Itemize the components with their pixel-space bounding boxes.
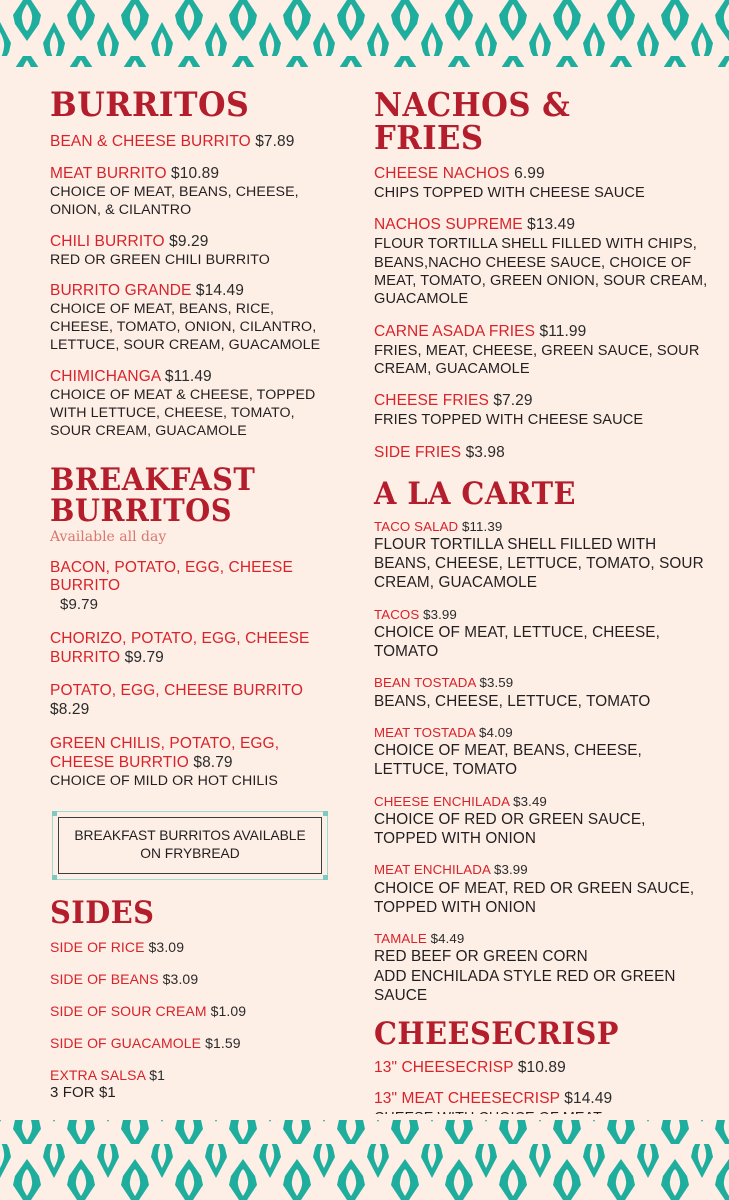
- right-column: [336, 85, 729, 1188]
- item-price: $7.89: [255, 133, 295, 150]
- item-price: 6.99: [514, 165, 545, 182]
- item-price: $7.29: [493, 392, 533, 410]
- item-price: $9.29: [169, 232, 209, 250]
- item-description: CHOICE OF MEAT, LETTUCE, CHEESE, TOMATO: [374, 623, 660, 661]
- section-a-la-carte: [374, 475, 711, 1006]
- item-price: $11.49: [164, 367, 212, 385]
- menu-item: [374, 392, 711, 429]
- menu-item: [374, 725, 711, 780]
- menu-item: [50, 1035, 336, 1052]
- item-description: CHOICE OF MILD OR HOT CHILIS: [50, 773, 278, 790]
- menu-item: [50, 368, 336, 441]
- item-description: CHOICE OF MEAT, RED OR GREEN SAUCE, TOPPED WITH ONION: [374, 879, 695, 916]
- item-price: $9.79: [60, 596, 99, 614]
- menu-item: [50, 1003, 336, 1020]
- item-name: SIDE OF BEANS $3.09: [50, 970, 199, 987]
- section-heading-sides: SIDES: [50, 894, 155, 931]
- item-price: $1.09: [210, 1002, 247, 1019]
- item-name: 13" CHEESECRISP $10.89: [374, 1059, 566, 1077]
- corner-mark-icon: [52, 811, 57, 816]
- item-name: NACHOS SUPREME $13.49: [374, 216, 576, 234]
- menu-item: [50, 233, 336, 270]
- item-description: FRIES, MEAT, CHEESE, GREEN SAUCE, SOUR CREAM, GUACAMOLE: [374, 342, 700, 377]
- item-price: $10.89: [517, 1059, 566, 1077]
- item-description: CHOICE OF RED OR GREEN SAUCE, TOPPED WITH ONION: [374, 810, 646, 848]
- section-heading-burritos: BURRITOS: [50, 85, 250, 125]
- section-heading-breakfast-burritos: [50, 461, 316, 529]
- item-name: SIDE OF SOUR CREAM $1.09: [50, 1002, 247, 1019]
- menu-item: [374, 323, 711, 379]
- ikat-pattern-icon: [0, 1114, 729, 1200]
- section-burritos: [50, 85, 336, 441]
- item-name: TAMALE $4.49: [374, 931, 465, 947]
- item-description: CHOICE OF MEAT, BEANS, CHEESE, LETTUCE, TOMATO: [374, 742, 642, 779]
- item-name: BURRITO GRANDE $14.49: [50, 282, 244, 300]
- item-price: $3.99: [423, 606, 457, 622]
- item-name: TACOS $3.99: [374, 606, 457, 622]
- item-name: CHEESE FRIES $7.29: [374, 392, 533, 410]
- item-name: CHILI BURRITO $9.29: [50, 232, 209, 250]
- ikat-pattern-icon: [0, 0, 729, 72]
- menu-item: [374, 862, 711, 917]
- menu-item: [50, 165, 336, 220]
- item-name: CHIMICHANGA $11.49: [50, 367, 212, 385]
- item-name: SIDE OF GUACAMOLE $1.59: [50, 1035, 241, 1052]
- item-name: SIDE OF RICE $3.09: [50, 938, 185, 955]
- item-description: CHIPS TOPPED WITH CHEESE SAUCE: [374, 184, 645, 201]
- item-price: $4.49: [430, 931, 465, 947]
- item-price: $3.98: [465, 443, 505, 461]
- item-name: TACO SALAD $11.39: [374, 518, 503, 534]
- bottom-ikat-border: [0, 1114, 729, 1200]
- item-price: $4.09: [479, 724, 513, 740]
- item-name: CHEESE ENCHILADA $3.49: [374, 793, 547, 809]
- menu-item: [50, 630, 336, 668]
- menu-item: [374, 444, 711, 463]
- section-nachos-and-fries: [374, 85, 711, 463]
- heading-line-2: BURRITOS: [50, 492, 233, 529]
- section-sides: [50, 894, 336, 1103]
- item-description: RED BEEF OR GREEN CORN: [374, 948, 588, 966]
- menu-item: [50, 735, 336, 791]
- item-name: MEAT TOSTADA $4.09: [374, 724, 513, 740]
- item-price: $10.89: [171, 164, 220, 182]
- item-description: CHOICE OF MEAT, BEANS, CHEESE, ONION, & CILANTRO: [50, 183, 299, 218]
- item-price: $3.59: [479, 675, 514, 691]
- item-name: BACON, POTATO, EGG, CHEESE BURRITO $9.79: [50, 559, 336, 615]
- item-description: CHOICE OF MEAT & CHEESE, TOPPED WITH LETTUCE, CHEESE, TOMATO, SOUR CREAM, GUACAMOLE: [50, 386, 316, 439]
- item-price: $14.49: [195, 282, 244, 300]
- menu-item: [374, 931, 711, 1005]
- menu-item: [50, 133, 336, 152]
- corner-mark-icon: [52, 875, 57, 880]
- item-price: $3.99: [493, 862, 528, 878]
- left-column: [0, 85, 336, 1118]
- item-name: MEAT BURRITO $10.89: [50, 164, 220, 182]
- menu-item: [374, 794, 711, 849]
- item-name: BEAN & CHEESE BURRITO $7.89: [50, 133, 295, 150]
- menu-item: [374, 675, 711, 710]
- item-name: 13" MEAT CHEESECRISP $14.49: [374, 1089, 613, 1107]
- menu-item: [50, 559, 336, 615]
- item-description: FLOUR TORTILLA SHELL FILLED WITH BEANS, CHEESE, LETTUCE, TOMATO, SOUR CREAM, GUACAMOLE: [374, 535, 704, 592]
- item-description: CHOICE OF MEAT, BEANS, RICE, CHEESE, TOMATO, ONION, CILANTRO, LETTUCE, SOUR CREAM, GUACAMOLE: [50, 301, 321, 354]
- item-description: FRIES TOPPED WITH CHEESE SAUCE: [374, 412, 644, 429]
- item-description: RED OR GREEN CHILI BURRITO: [50, 251, 270, 268]
- item-price: $1: [149, 1067, 166, 1084]
- item-price: $8.29: [50, 701, 90, 719]
- item-price: $9.79: [124, 648, 164, 666]
- item-price: $13.49: [527, 216, 576, 234]
- item-name: SIDE FRIES $3.98: [374, 443, 505, 461]
- heading-line-1: BREAKFAST: [50, 461, 256, 498]
- menu-item: [374, 607, 711, 662]
- breakfast-subheading: Available all day: [50, 528, 167, 545]
- item-description: 3 FOR $1: [50, 1084, 116, 1102]
- item-price: $3.49: [513, 793, 547, 809]
- item-name: CARNE ASADA FRIES $11.99: [374, 322, 587, 340]
- item-price: $3.09: [148, 938, 185, 955]
- item-name: GREEN CHILIS, POTATO, EGG, CHEESE BURRTIO $8.79: [50, 735, 280, 772]
- menu-item: [50, 1067, 336, 1103]
- section-heading-a-la-carte: A LA CARTE: [374, 475, 576, 512]
- menu-item: [50, 971, 336, 988]
- item-price: $1.59: [205, 1035, 241, 1052]
- item-price: $11.99: [539, 322, 587, 340]
- top-ikat-border: [0, 0, 729, 72]
- corner-mark-icon: [323, 811, 328, 816]
- item-name: BEAN TOSTADA $3.59: [374, 675, 514, 691]
- corner-mark-icon: [323, 875, 328, 880]
- menu-item: [50, 939, 336, 956]
- menu-columns: [0, 85, 729, 1188]
- section-heading-nachos-and-fries: NACHOS & FRIES: [374, 85, 571, 157]
- item-name: POTATO, EGG, CHEESE BURRITO $8.29: [50, 682, 304, 719]
- item-price: $3.09: [162, 970, 199, 987]
- section-heading-cheesecrisp: CHEESECRISP: [374, 1016, 619, 1053]
- section-breakfast-burritos: [50, 461, 336, 880]
- item-price: $11.39: [462, 518, 503, 534]
- item-name: MEAT ENCHILADA $3.99: [374, 862, 528, 878]
- item-description: BEANS, CHEESE, LETTUCE, TOMATO: [374, 692, 651, 710]
- frybread-callout-text: BREAKFAST BURRITOS AVAILABLE ON FRYBREAD: [58, 817, 322, 874]
- item-price: $8.79: [193, 754, 233, 772]
- item-name: CHORIZO, POTATO, EGG, CHEESE BURRITO $9.79: [50, 629, 310, 666]
- menu-item: [374, 519, 711, 593]
- menu-item: [50, 282, 336, 355]
- item-description-secondary: ADD ENCHILADA STYLE RED OR GREEN SAUCE: [374, 967, 676, 1004]
- menu-item: [374, 216, 711, 308]
- item-name: CHEESE NACHOS 6.99: [374, 165, 545, 182]
- item-name: EXTRA SALSA $1: [50, 1067, 166, 1084]
- frybread-callout-box: [52, 811, 328, 880]
- item-price: $14.49: [564, 1089, 613, 1107]
- menu-item: [374, 165, 711, 202]
- menu-item: [50, 682, 336, 720]
- menu-item: [374, 1059, 711, 1078]
- item-description: FLOUR TORTILLA SHELL FILLED WITH CHIPS, BEANS,NACHO CHEESE SAUCE, CHOICE OF MEAT, TOMATO, GREEN ONION, SOUR CREAM, GUACAMOLE: [374, 236, 708, 308]
